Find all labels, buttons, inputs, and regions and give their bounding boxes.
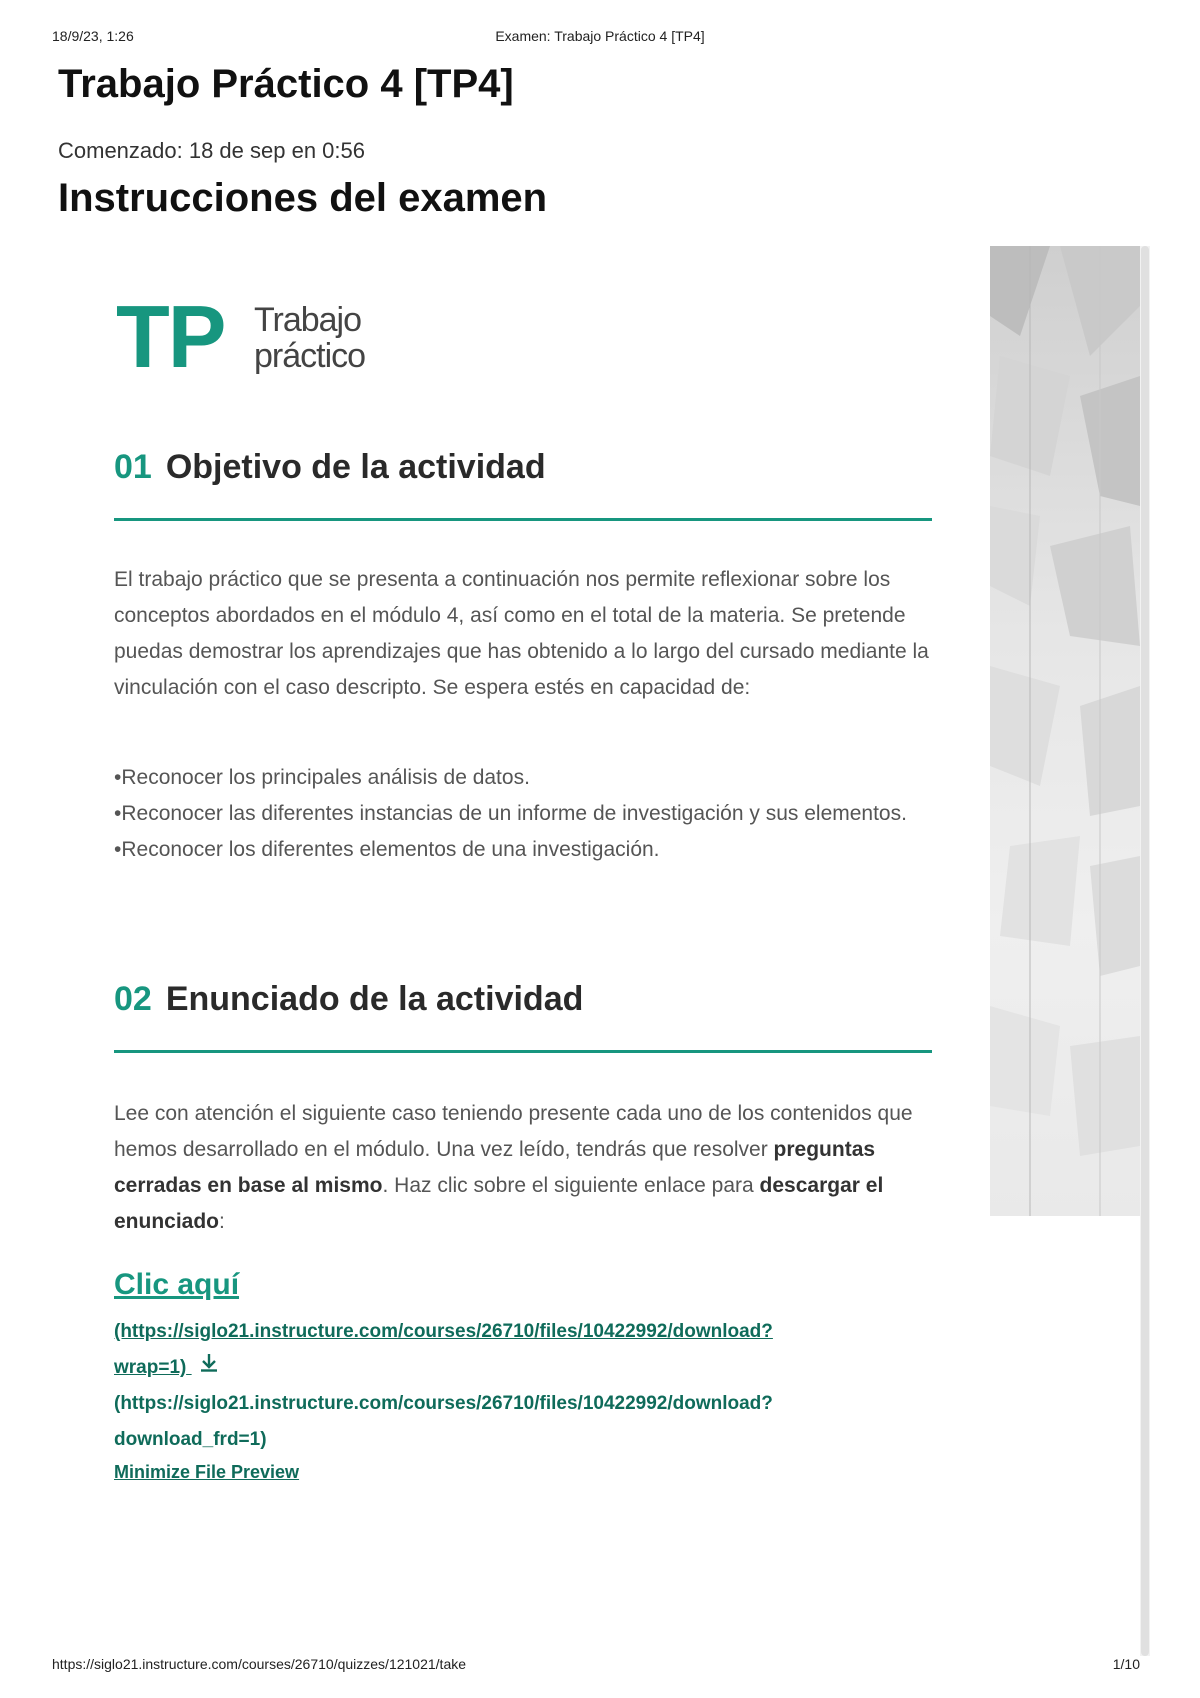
objective-bullets — [114, 760, 934, 868]
list-item: •Reconocer los principales análisis de datos. — [114, 766, 530, 789]
statement-paragraph — [114, 1096, 934, 1240]
section-title: Objetivo de la actividad — [165, 448, 546, 486]
section-divider — [114, 1050, 932, 1053]
section-01-heading — [114, 448, 546, 487]
objective-paragraph: El trabajo práctico que se presenta a continuación nos permite reflexionar sobre los conceptos abordados en el módulo 4, así como en el total de la materia. Se pretende puedas demostrar los aprendizajes que has obtenido a lo largo del cursado mediante la vinculación con el caso descripto. Se espera estés en capacidad de: — [114, 568, 929, 699]
section-divider — [114, 518, 932, 521]
section-02-heading — [114, 980, 583, 1019]
statement-bold-text: descargar el enunciado — [114, 1174, 884, 1233]
list-item: •Reconocer las diferentes instancias de un informe de investigación y sus elementos. — [114, 802, 907, 825]
started-timestamp: Comenzado: 18 de sep en 0:56 — [58, 138, 366, 163]
print-date: 18/9/23, 1:26 — [52, 28, 134, 44]
download-url-line[interactable]: (https://siglo21.instructure.com/courses/26710/files/10422992/download? — [114, 1393, 773, 1414]
logo-words — [254, 302, 365, 374]
page-title: Trabajo Práctico 4 [TP4] — [58, 62, 514, 106]
instructions-title: Instrucciones del examen — [58, 176, 548, 220]
decorative-panel — [990, 246, 1140, 1216]
file-url-line[interactable]: (https://siglo21.instructure.com/courses/26710/files/10422992/download? — [114, 1321, 773, 1342]
download-url-link[interactable] — [114, 1386, 934, 1458]
minimize-file-preview-link[interactable]: Minimize File Preview — [114, 1462, 300, 1482]
abstract-pattern-image — [990, 246, 1140, 1216]
list-item: •Reconocer los diferentes elementos de una investigación. — [114, 838, 660, 861]
page-number: 1/10 — [1112, 1656, 1140, 1672]
section-title: Enunciado de la actividad — [165, 980, 584, 1018]
logo-mark: TP — [116, 287, 225, 386]
statement-text: : — [219, 1210, 225, 1233]
scrollbar-thumb[interactable] — [1141, 246, 1149, 1656]
statement-text: . Haz clic sobre el siguiente enlace para — [382, 1174, 760, 1197]
download-icon[interactable] — [198, 1350, 220, 1386]
footer-url: https://siglo21.instructure.com/courses/26710/quizzes/121021/take — [52, 1656, 467, 1672]
clic-aqui-link[interactable]: Clic aquí — [114, 1268, 240, 1301]
print-footer — [52, 1656, 1148, 1676]
print-page-title: Examen: Trabajo Práctico 4 [TP4] — [495, 28, 705, 44]
statement-text: Lee con atención el siguiente caso teniendo presente cada uno de los contenidos que hemos desarrollado en el módulo. Una vez leído, tendrás que resolver — [114, 1102, 913, 1161]
download-url-line[interactable]: download_frd=1) — [114, 1429, 267, 1450]
section-number: 01 — [114, 448, 152, 486]
file-url-line[interactable]: wrap=1) — [114, 1350, 934, 1386]
file-url-link[interactable] — [114, 1314, 934, 1386]
statement-bold-text: preguntas cerradas en base al mismo — [114, 1138, 876, 1197]
section-number: 02 — [114, 980, 152, 1018]
logo-line1: Trabajo — [254, 301, 362, 339]
print-header — [52, 28, 1148, 48]
tp-logo — [116, 287, 416, 392]
logo-line2: práctico — [254, 337, 366, 375]
